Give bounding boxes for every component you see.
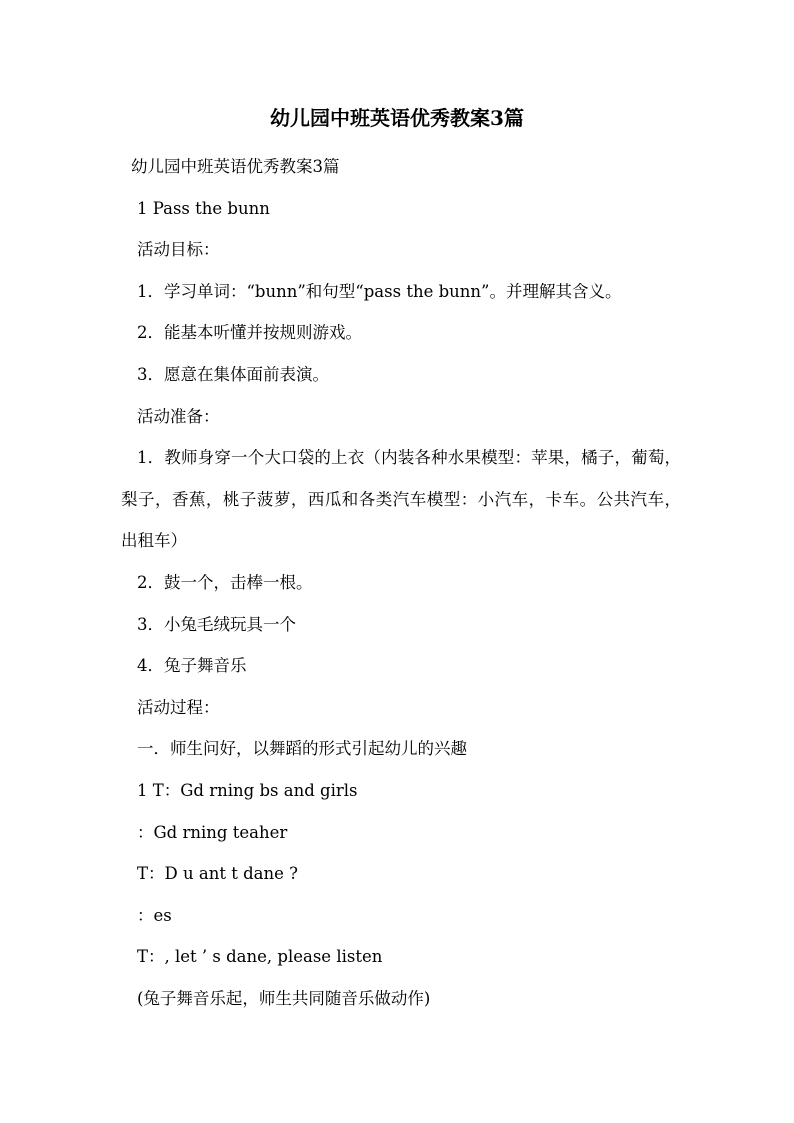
paragraph-prep-heading: 活动准备： — [137, 406, 220, 426]
document-title: 幼儿园中班英语优秀教案3篇 — [270, 106, 524, 130]
paragraph-prep-2: 2．鼓一个，击棒一根。 — [137, 572, 313, 592]
paragraph-goal-2: 2．能基本听懂并按规则游戏。 — [137, 323, 362, 343]
document-body — [121, 146, 681, 1019]
paragraph-dialogue-2: ：Gd rning teaher — [137, 822, 288, 842]
paragraph-subtitle: 幼儿园中班英语优秀教案3篇 — [131, 157, 340, 176]
paragraph-lesson-heading: 1 Pass the bunn — [137, 198, 270, 218]
paragraph-music-note: (兔子舞音乐起，师生共同随音乐做动作) — [137, 988, 431, 1008]
paragraph-goal-3: 3．愿意在集体面前表演。 — [137, 364, 329, 384]
paragraph-dialogue-1: 1 T：Gd rning bs and girls — [137, 780, 358, 800]
paragraph-process-heading: 活动过程： — [137, 697, 220, 717]
paragraph-prep-4: 4．兔子舞音乐 — [137, 656, 247, 676]
paragraph-process-step-1: 一．师生问好，以舞蹈的形式引起幼儿的兴趣 — [137, 739, 467, 759]
paragraph-prep-3: 3．小兔毛绒玩具一个 — [137, 614, 296, 634]
paragraph-dialogue-3: T：D u ant t dane ? — [137, 864, 298, 884]
paragraph-dialogue-4: ：es — [137, 905, 172, 925]
paragraph-goals-heading: 活动目标： — [137, 240, 220, 260]
paragraph-dialogue-5: T：, let ’ s dane, please listen — [137, 947, 383, 967]
paragraph-prep-1: 1．教师身穿一个大口袋的上衣（内装各种水果模型：苹果，橘子，葡萄，梨子，香蕉，桃子菠萝，西瓜和各类汽车模型：小汽车，卡车。公共汽车，出租车） — [121, 448, 681, 551]
paragraph-goal-1: 1．学习单词：“bunn”和句型“pass the bunn”。并理解其含义。 — [137, 281, 622, 301]
